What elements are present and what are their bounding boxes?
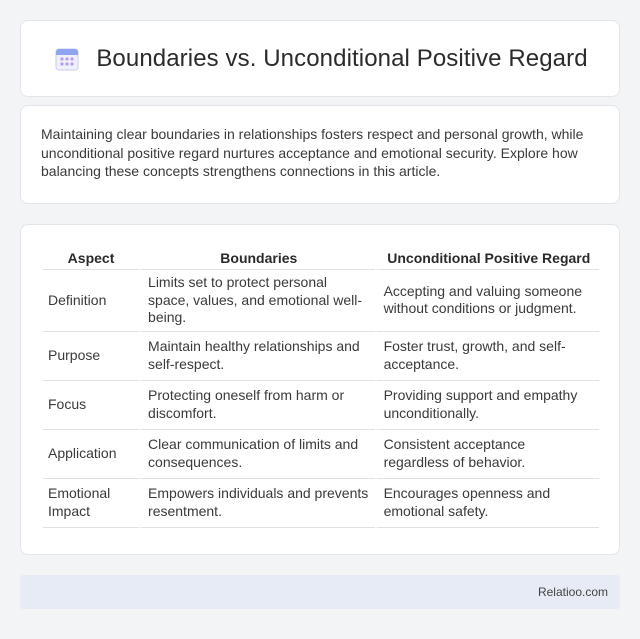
- page-title: Boundaries vs. Unconditional Positive Regard: [96, 44, 588, 72]
- row-aspect: Application: [43, 430, 139, 479]
- comparison-card: [20, 224, 620, 555]
- table-row: [43, 479, 599, 528]
- table-header-row: [43, 245, 599, 270]
- intro-text: Maintaining clear boundaries in relationships fosters respect and personal growth, while unconditional positive regard nurtures acceptance and emotional security. Explore how balancing these concepts strengthens connections in this article.: [41, 126, 584, 179]
- row-upr: Foster trust, growth, and self-acceptance.: [375, 332, 599, 381]
- intro-card: [20, 105, 620, 204]
- footer-brand-link[interactable]: Relatioo.com: [537, 585, 608, 599]
- title-wrap: [52, 44, 587, 74]
- row-boundaries: Protecting oneself from harm or discomfort.: [139, 381, 375, 430]
- calendar-icon: [52, 44, 82, 74]
- table-row: [43, 270, 599, 332]
- row-upr: Encourages openness and emotional safety.: [375, 479, 599, 528]
- row-aspect: Emotional Impact: [43, 479, 139, 528]
- header-boundaries: Boundaries: [139, 245, 375, 270]
- comparison-table: [43, 245, 599, 528]
- row-upr: Accepting and valuing someone without conditions or judgment.: [375, 270, 599, 332]
- header-upr: Unconditional Positive Regard: [375, 245, 599, 270]
- row-boundaries: Clear communication of limits and consequences.: [139, 430, 375, 479]
- title-card: [20, 20, 620, 97]
- row-aspect: Purpose: [43, 332, 139, 381]
- row-aspect: Definition: [43, 270, 139, 332]
- row-aspect: Focus: [43, 381, 139, 430]
- table-row: [43, 430, 599, 479]
- row-boundaries: Maintain healthy relationships and self-respect.: [139, 332, 375, 381]
- table-row: [43, 332, 599, 381]
- row-upr: Consistent acceptance regardless of behavior.: [375, 430, 599, 479]
- header-aspect: Aspect: [43, 245, 139, 270]
- row-boundaries: Limits set to protect personal space, values, and emotional well-being.: [139, 270, 375, 332]
- table-row: [43, 381, 599, 430]
- footer: [20, 575, 620, 609]
- row-upr: Providing support and empathy unconditionally.: [375, 381, 599, 430]
- row-boundaries: Empowers individuals and prevents resentment.: [139, 479, 375, 528]
